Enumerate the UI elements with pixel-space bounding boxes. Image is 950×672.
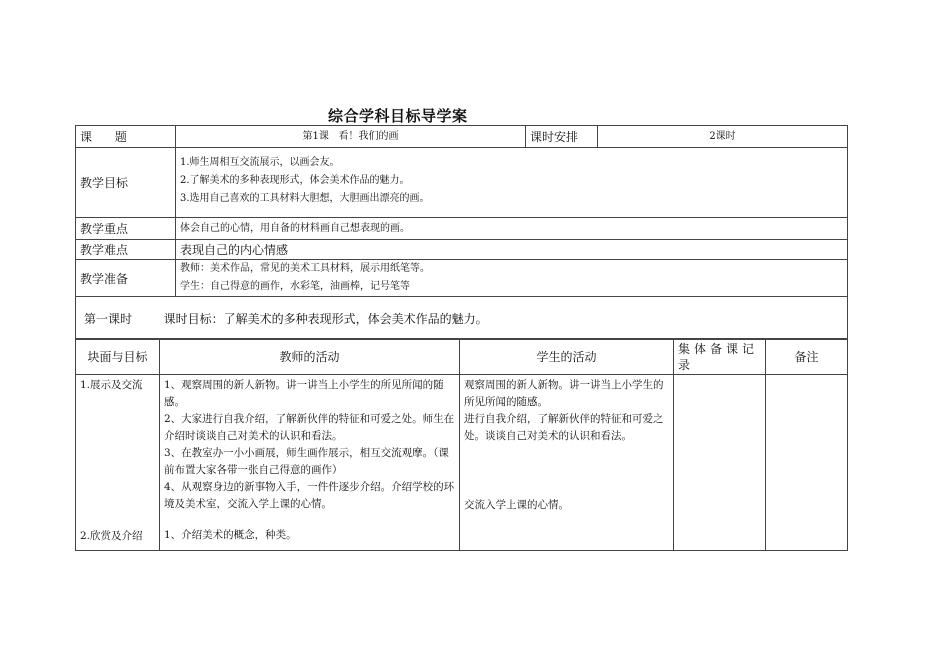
goals-cell (176, 148, 848, 218)
focus-value: 体会自己的心情，用自备的材料画自己想表现的画。 (176, 218, 848, 240)
section-2: 2.欣赏及介绍 (80, 530, 143, 542)
teacher-item: 3、在教室办一小小画展，师生画作展示，相互交流观摩。（课前布置大家各带一张自己得意的画作） (164, 447, 449, 476)
goal-item: 2.了解美术的多种表现形式，体会美术作品的魅力。 (180, 175, 410, 186)
teacher-item: 1、介绍美术的概念，种类。 (164, 529, 297, 541)
section-cell (76, 375, 160, 551)
teacher-item: 1、观察周围的新人新物。讲一讲当上小学生的所见所闻的随感。 (164, 379, 444, 408)
difficulty-value: 表现自己的内心情感 (176, 240, 848, 260)
goal-item: 1.师生周相互交流展示，以画会友。 (180, 157, 340, 168)
prep-student: 学生：自己得意的画作，水彩笔，油画棒，记号笔等 (180, 281, 410, 292)
col-section: 块面与目标 (76, 339, 160, 375)
group-record-cell (674, 375, 766, 551)
student-item: 交流入学上课的心情。 (464, 499, 569, 511)
col-teacher: 教师的活动 (160, 339, 460, 375)
topic-value: 第1课 看！我们的画 (176, 126, 526, 148)
student-cell (460, 375, 674, 551)
goals-label: 教学目标 (76, 148, 176, 218)
difficulty-label: 教学难点 (76, 240, 176, 260)
schedule-value: 2课时 (598, 126, 848, 148)
col-student: 学生的活动 (460, 339, 674, 375)
student-item: 进行自我介绍，了解新伙伴的特征和可爱之处。谈谈自己对美术的认识和看法。 (464, 413, 664, 442)
teacher-cell (160, 375, 460, 551)
header-table (75, 125, 848, 340)
teacher-item: 4、从观察身边的新事物入手，一件件逐步介绍。介绍学校的环境及美术室，交流入学上课的心情。 (164, 481, 455, 510)
notes-cell (766, 375, 848, 551)
document-title: 综合学科目标导学案 (328, 107, 468, 125)
teacher-item: 2、大家进行自我介绍，了解新伙伴的特征和可爱之处。师生在介绍时谈谈自己对美术的认识和看法。 (164, 413, 455, 442)
section-1: 1.展示及交流 (80, 379, 143, 391)
lesson-goal: 课时目标：了解美术的多种表现形式，体会美术作品的魅力。 (163, 311, 488, 326)
col-notes: 备注 (766, 339, 848, 375)
col-group-record: 集体备课记录 (674, 339, 766, 375)
schedule-label: 课时安排 (526, 126, 598, 148)
prep-teacher: 教师：美术作品，常见的美术工具材料，展示用纸笔等。 (180, 263, 430, 274)
prep-label: 教学准备 (76, 260, 176, 297)
lesson-label: 第一课时 (84, 311, 133, 326)
topic-label: 课 题 (76, 126, 176, 148)
focus-label: 教学重点 (76, 218, 176, 240)
student-item: 观察周围的新人新物。讲一讲当上小学生的所见所闻的随感。 (464, 379, 664, 408)
lesson-row (76, 297, 848, 340)
goal-item: 3.选用自己喜欢的工具材料大胆想，大胆画出漂亮的画。 (180, 193, 430, 204)
prep-cell (176, 260, 848, 297)
activity-table (75, 338, 848, 551)
